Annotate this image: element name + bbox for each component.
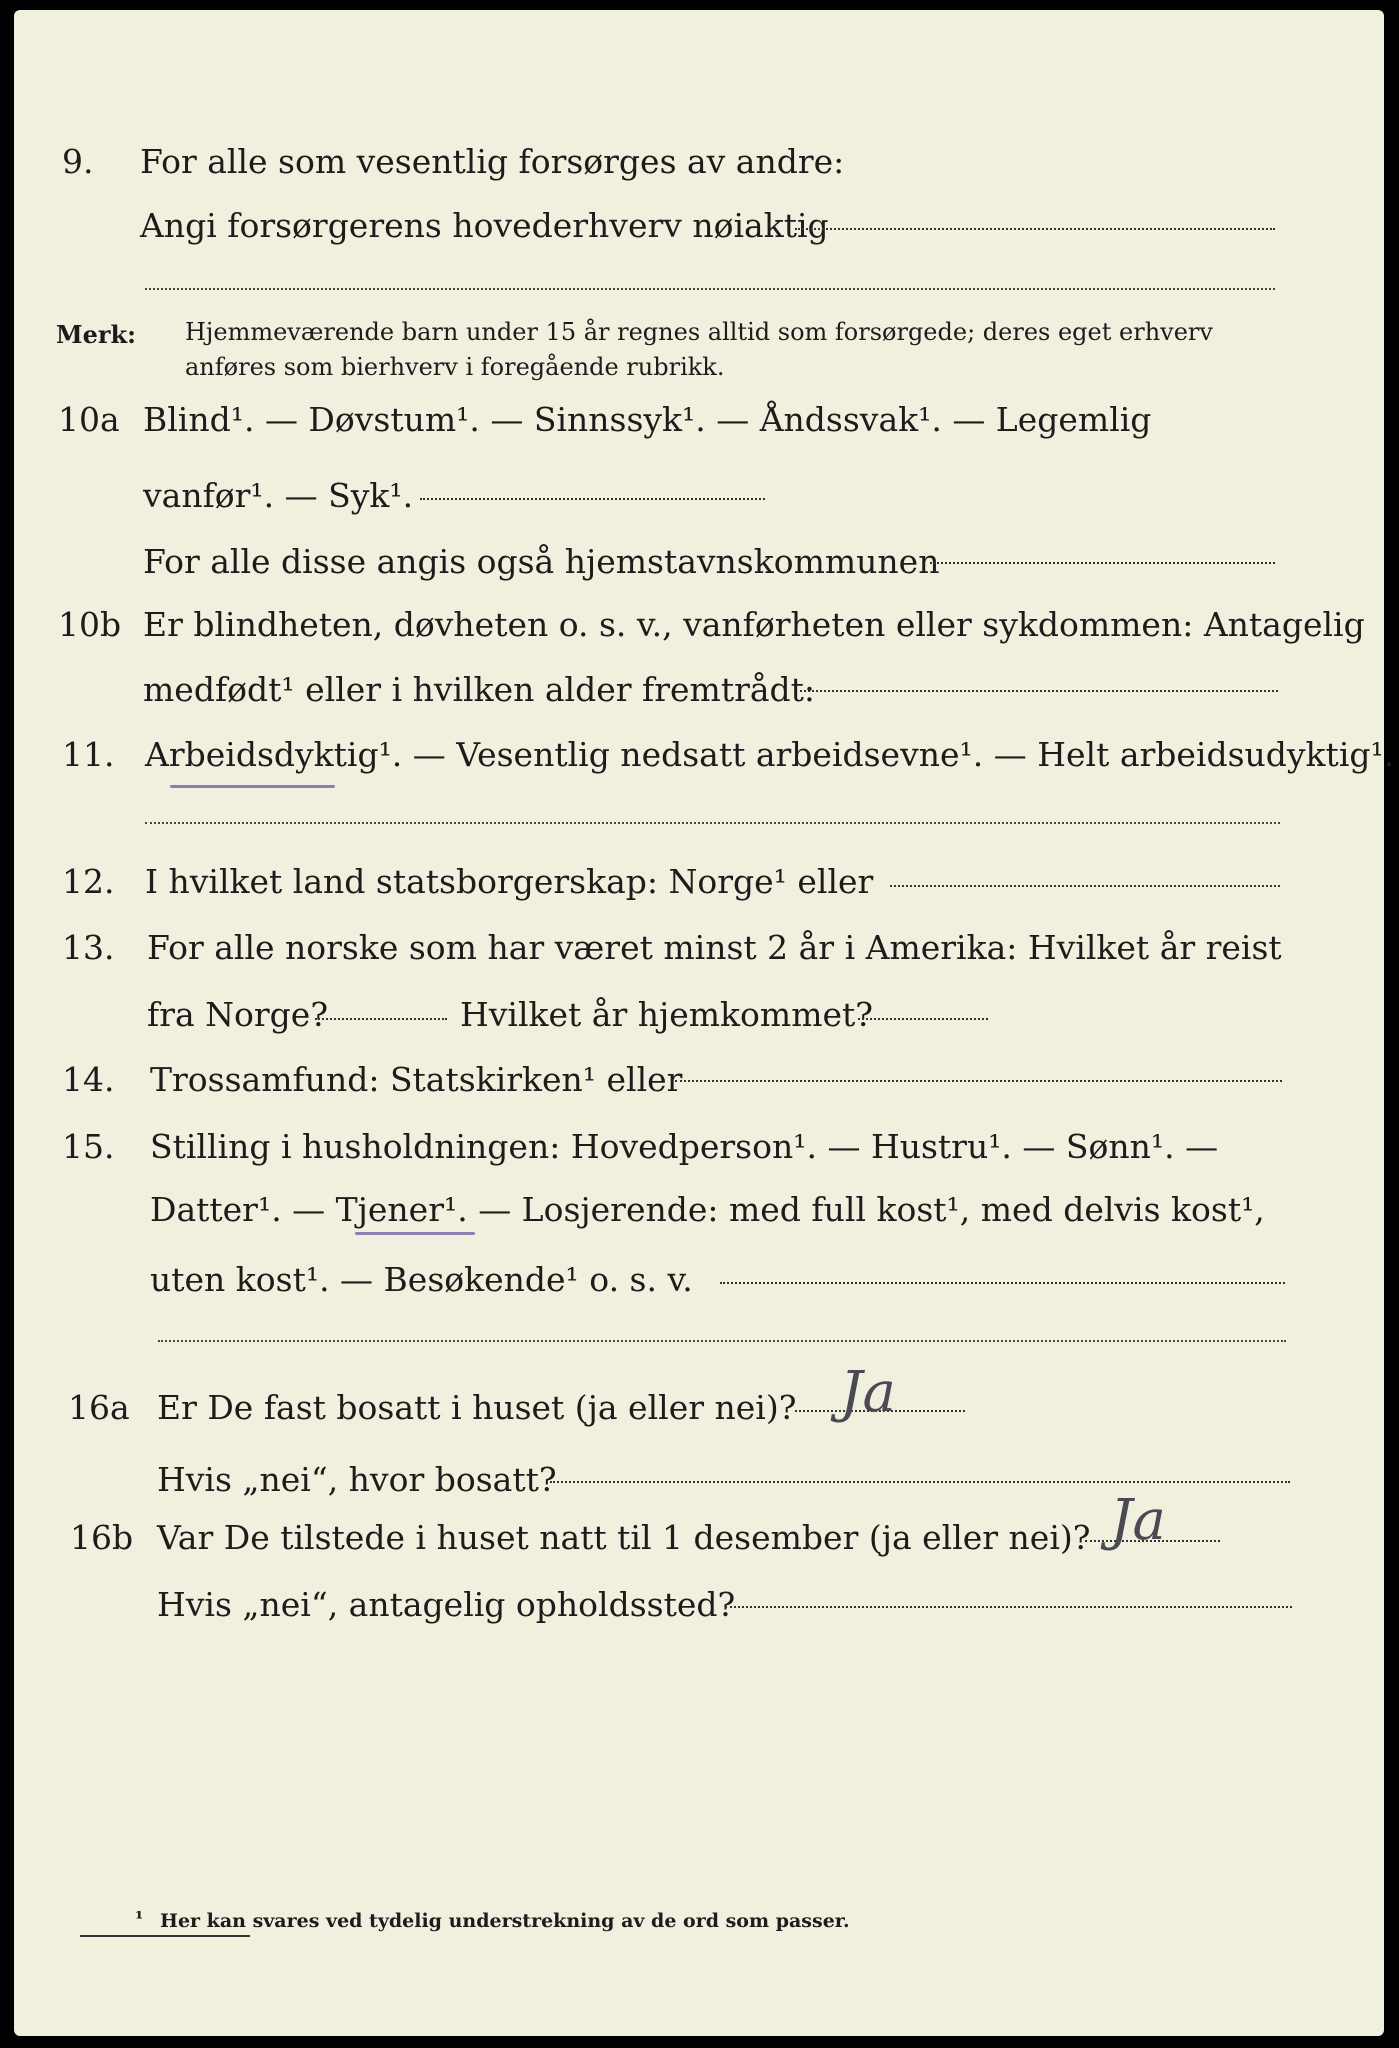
- q11-text: Arbeidsdyktig¹. — Vesentlig nedsatt arbeidsevne¹. — Helt arbeidsudyktig¹.: [145, 735, 1395, 774]
- q10a-number: 10a: [58, 400, 120, 439]
- q10a-row-2: [0, 476, 1399, 526]
- q15-text-1: Stilling i husholdningen: Hovedperson¹. — Hustru¹. — Sønn¹. —: [150, 1127, 1219, 1166]
- merk-label: Merk:: [56, 320, 136, 349]
- q15-text-2: Datter¹. — Tjener¹. — Losjerende: med full kost¹, med delvis kost¹,: [150, 1190, 1265, 1229]
- q11-underline-mark: [170, 785, 335, 788]
- q14-text: Trossamfund: Statskirken¹ eller: [150, 1060, 683, 1099]
- q10a-row: [0, 400, 1399, 450]
- footnote-rule: [80, 1935, 250, 1937]
- q16b-number: 16b: [70, 1518, 134, 1557]
- q12-row: [0, 862, 1399, 912]
- q11-row: [0, 735, 1399, 785]
- q15-underline-mark: [355, 1232, 475, 1235]
- q16a-text-2: Hvis „nei“, hvor bosatt?: [157, 1460, 557, 1499]
- q15-row-2: [0, 1190, 1399, 1240]
- q13-text-2a: fra Norge?: [147, 995, 329, 1034]
- q13-text-1: For alle norske som har været minst 2 år i Amerika: Hvilket år reist: [147, 928, 1282, 967]
- q9-number: 9.: [62, 142, 94, 181]
- q13-left-year-field[interactable]: [315, 1018, 447, 1020]
- q13-row: [0, 928, 1399, 978]
- q15-extra-line[interactable]: [158, 1340, 1286, 1342]
- q9-occupation-field[interactable]: [795, 228, 1275, 230]
- footnote-text: Her kan svares ved tydelig understrekning av de ord som passer.: [160, 1910, 850, 1932]
- q12-country-field[interactable]: [890, 885, 1280, 887]
- footnote-marker: ¹: [135, 1908, 144, 1930]
- q13-number: 13.: [62, 928, 115, 967]
- q10b-age-field[interactable]: [800, 690, 1278, 692]
- q12-text: I hvilket land statsborgerskap: Norge¹ eller: [145, 862, 874, 901]
- q14-faith-field[interactable]: [675, 1080, 1282, 1082]
- q9-row: [0, 142, 1399, 192]
- q11-extra-line[interactable]: [145, 822, 1280, 824]
- q10a-text-3: For alle disse angis også hjemstavnskommunen: [143, 542, 940, 581]
- q16b-text-1: Var De tilstede i huset natt til 1 desember (ja eller nei)?: [157, 1518, 1091, 1557]
- q13-returned-year-field[interactable]: [858, 1018, 988, 1020]
- q10a-sick-field[interactable]: [420, 498, 765, 500]
- q16b-location-field[interactable]: [725, 1606, 1292, 1608]
- q10b-row-2: [0, 670, 1399, 720]
- q16b-row: [0, 1518, 1399, 1568]
- q14-row: [0, 1060, 1399, 1110]
- q15-row-3: [0, 1260, 1399, 1310]
- q9-text: For alle som vesentlig forsørges av andre:: [140, 142, 845, 181]
- q16a-number: 16a: [68, 1388, 130, 1427]
- q15-position-field[interactable]: [720, 1282, 1285, 1284]
- q10b-text-1: Er blindheten, døvheten o. s. v., vanførheten eller sykdommen: Antagelig: [143, 605, 1365, 644]
- q10b-row: [0, 605, 1399, 655]
- q13-text-2b: Hvilket år hjemkommet?: [460, 995, 873, 1034]
- q15-text-3: uten kost¹. — Besøkende¹ o. s. v.: [150, 1260, 693, 1299]
- q10a-row-3: [0, 542, 1399, 592]
- q10a-municipality-field[interactable]: [930, 562, 1275, 564]
- merk-text-1: Hjemmeværende barn under 15 år regnes alltid som forsørgede; deres eget erhverv: [185, 318, 1213, 346]
- q14-number: 14.: [62, 1060, 115, 1099]
- q16a-text-1: Er De fast bosatt i huset (ja eller nei)?: [157, 1388, 797, 1427]
- merk-text-2: anføres som bierhverv i foregående rubrikk.: [185, 353, 725, 381]
- q16a-handwritten-answer: Ja: [840, 1360, 896, 1425]
- q13-row-2: [0, 995, 1399, 1045]
- q11-number: 11.: [62, 735, 115, 774]
- q9-extra-line[interactable]: [145, 288, 1275, 290]
- q15-row: [0, 1127, 1399, 1177]
- q16b-handwritten-answer: Ja: [1110, 1488, 1166, 1553]
- q16b-row-2: [0, 1585, 1399, 1635]
- q10a-text-1: Blind¹. — Døvstum¹. — Sinnssyk¹. — Åndssvak¹. — Legemlig: [143, 400, 1152, 439]
- q16b-text-2: Hvis „nei“, antagelig opholdssted?: [157, 1585, 736, 1624]
- q16a-residence-field[interactable]: [550, 1481, 1290, 1483]
- q9-occupation-label: Angi forsørgerens hovederhverv nøiaktig: [140, 206, 829, 245]
- q16a-row-2: [0, 1460, 1399, 1510]
- q16a-row: [0, 1388, 1399, 1438]
- q15-number: 15.: [62, 1127, 115, 1166]
- q9-row-2: [0, 206, 1399, 256]
- q10b-number: 10b: [58, 605, 122, 644]
- q10a-text-2: vanfør¹. — Syk¹.: [143, 476, 414, 515]
- q10b-text-2: medfødt¹ eller i hvilken alder fremtrådt:: [143, 670, 816, 709]
- q12-number: 12.: [62, 862, 115, 901]
